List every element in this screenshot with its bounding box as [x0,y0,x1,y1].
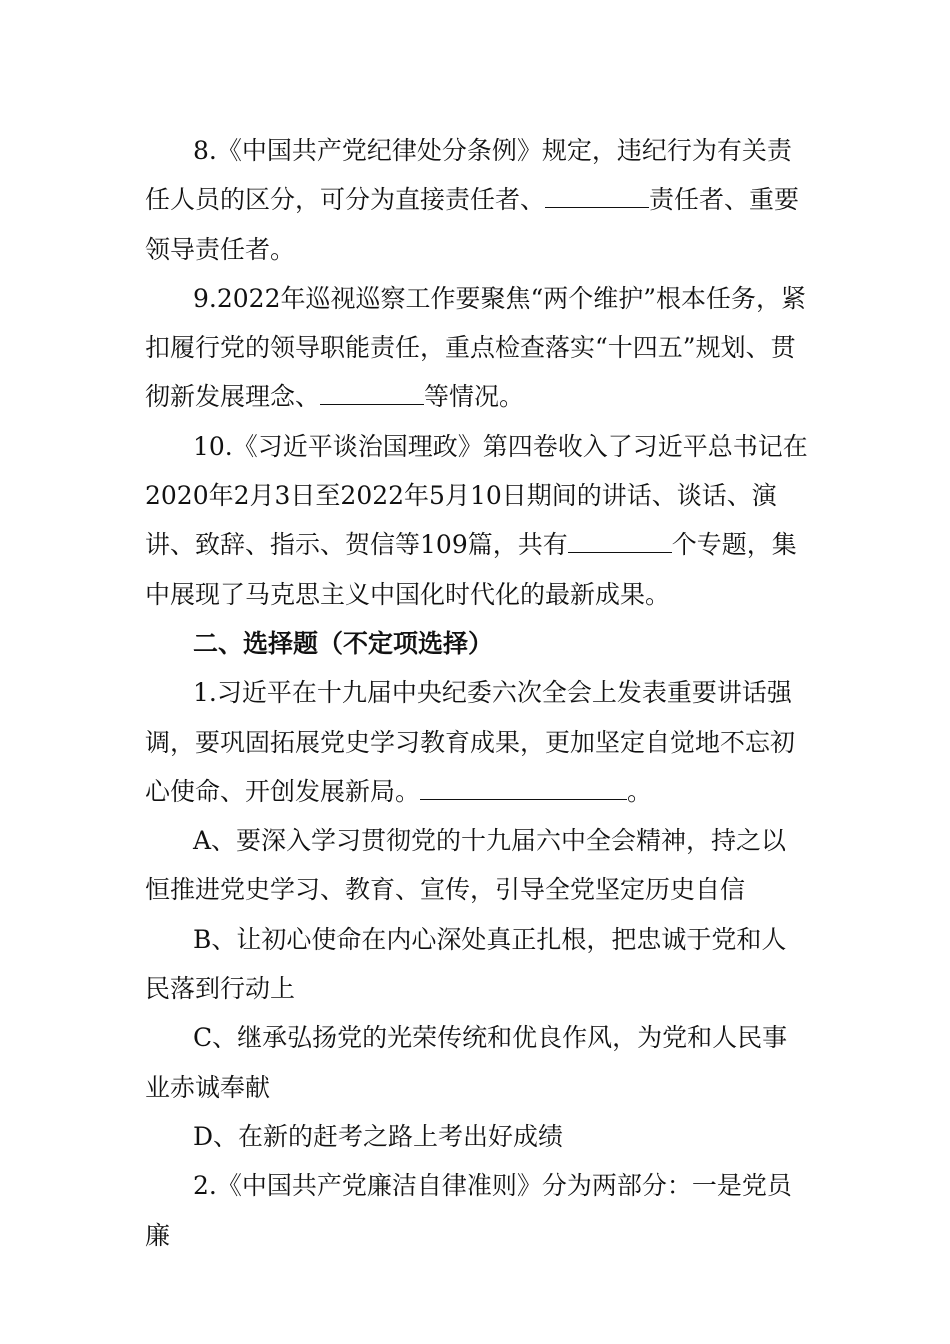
document-body [145,126,810,1260]
option-b: B、让初心使命在内心深处真正扎根，把忠诚于党和人民落到行动上 [145,924,787,1004]
choice-question-1-blank [420,769,627,800]
question-8 [145,126,810,274]
question-9-blank [320,374,424,405]
choice-question-2: 2.《中国共产党廉洁自律准则》分为两部分：一是党员廉 [145,1171,792,1250]
question-8-text-before: 8.《中国共产党纪律处分条例》规定，违纪行为有关责任人员的区分，可分为直接责任者、 [145,136,792,215]
question-10-blank [568,522,672,553]
question-9-text-before: 9.2022年巡视巡察工作要聚焦“两个维护”根本任务，紧扣履行党的领导职能责任，重点检查落实“十四五”规划、贯彻新发展理念、 [145,283,807,412]
choice-question-1-text-after: 。 [627,776,653,806]
option-d: D、在新的赶考之路上考出好成绩 [193,1121,564,1151]
question-10-text-before: 10.《习近平谈治国理政》第四卷收入了习近平总书记在2020年2月3日至2022年5月10日期间的讲话、谈话、演讲、致辞、指示、贺信等109篇，共有 [145,431,808,560]
choice-question-1 [145,668,810,816]
question-10 [145,422,810,619]
option-c: C、继承弘扬党的光荣传统和优良作风，为党和人民事业赤诚奉献 [145,1023,788,1102]
section-heading: 二、选择题（不定项选择） [193,628,494,658]
choice-question-1-text: 1.习近平在十九届中央纪委六次全会上发表重要讲话强调，要巩固拓展党史学习教育成果，更加坚定自觉地不忘初心使命、开创发展新局。 [145,678,796,806]
question-9-text-after: 等情况。 [424,382,525,412]
question-8-text-after: 责任者、重要领导责任者。 [145,185,800,264]
question-10-text-after: 个专题，集中展现了马克思主义中国化时代化的最新成果。 [145,530,797,609]
question-8-blank [545,177,649,208]
option-a: A、要深入学习贯彻党的十九届六中全会精神，持之以恒推进党史学习、教育、宣传，引导全党坚定历史自信 [145,826,787,905]
question-9 [145,274,810,422]
